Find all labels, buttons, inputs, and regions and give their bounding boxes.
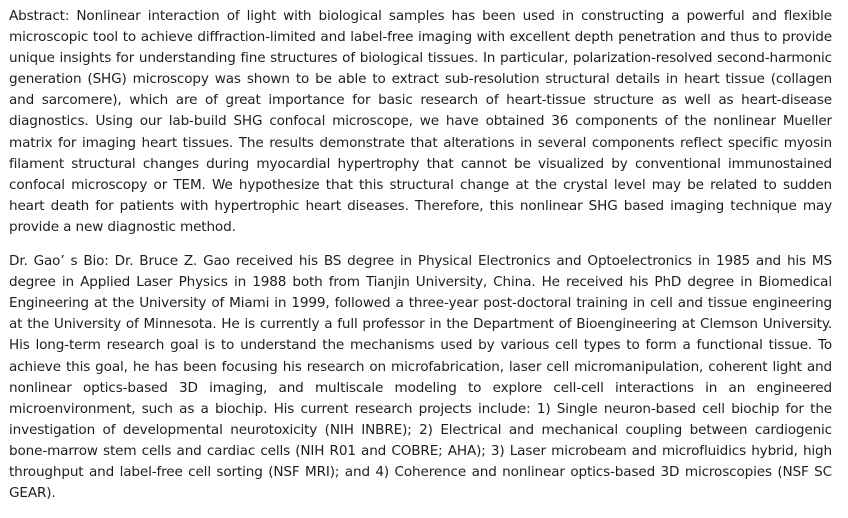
- bio-paragraph: Dr. Gao’ s Bio: Dr. Bruce Z. Gao received his BS degree in Physical Electronics and Optoelectronics in 1985 and his MS degree in Applied Laser Physics in 1988 both from Tianjin University, China. He received his PhD degree in Biomedical Engineering at the University of Miami in 1999, followed a three-year post-doctoral training in cell and tissue engineering at the University of Minnesota. He is currently a full professor in the Department of Bioengineering at Clemson University. His long-term research goal is to understand the mechanisms used by various cell types to form a functional tissue. To achieve this goal, he has been focusing his research on microfabrication, laser cell micromanipulation, coherent light and nonlinear optics-based 3D imaging, and multiscale modeling to explore cell-cell interactions in an engineered microenvironment, such as a biochip. His current research projects include: 1) Single neuron-based cell biochip for the investigation of developmental neurotoxicity (NIH INBRE); 2) Electrical and mechanical coupling between cardiogenic bone-marrow stem cells and cardiac cells (NIH R01 and COBRE; AHA); 3) Laser microbeam and microfluidics hybrid, high throughput and label-free cell sorting (NSF MRI); and 4) Coherence and nonlinear optics-based 3D microscopies (NSF SC GEAR).: [9, 253, 832, 502]
- abstract-paragraph: Abstract: Nonlinear interaction of light with biological samples has been used in constructing a powerful and flexible microscopic tool to achieve diffraction-limited and label-free imaging with excellent depth penetration and thus to provide unique insights for understanding fine structures of biological tissues. In particular, polarization-resolved second-harmonic generation (SHG) microscopy was shown to be able to extract sub-resolution structural details in heart tissue (collagen and sarcomere), which are of great importance for basic research of heart-tissue structure as well as heart-disease diagnostics. Using our lab-build SHG confocal microscope, we have obtained 36 components of the nonlinear Mueller matrix for imaging heart tissues. The results demonstrate that alterations in several components reflect specific myosin filament structural changes during myocardial hypertrophy that cannot be visualized by conventional immunostained confocal microscopy or TEM. We hypothesize that this structural change at the crystal level may be related to sudden heart death for patients with hypertrophic heart diseases. Therefore, this nonlinear SHG based imaging technique may provide a new diagnostic method.: [9, 8, 832, 235]
